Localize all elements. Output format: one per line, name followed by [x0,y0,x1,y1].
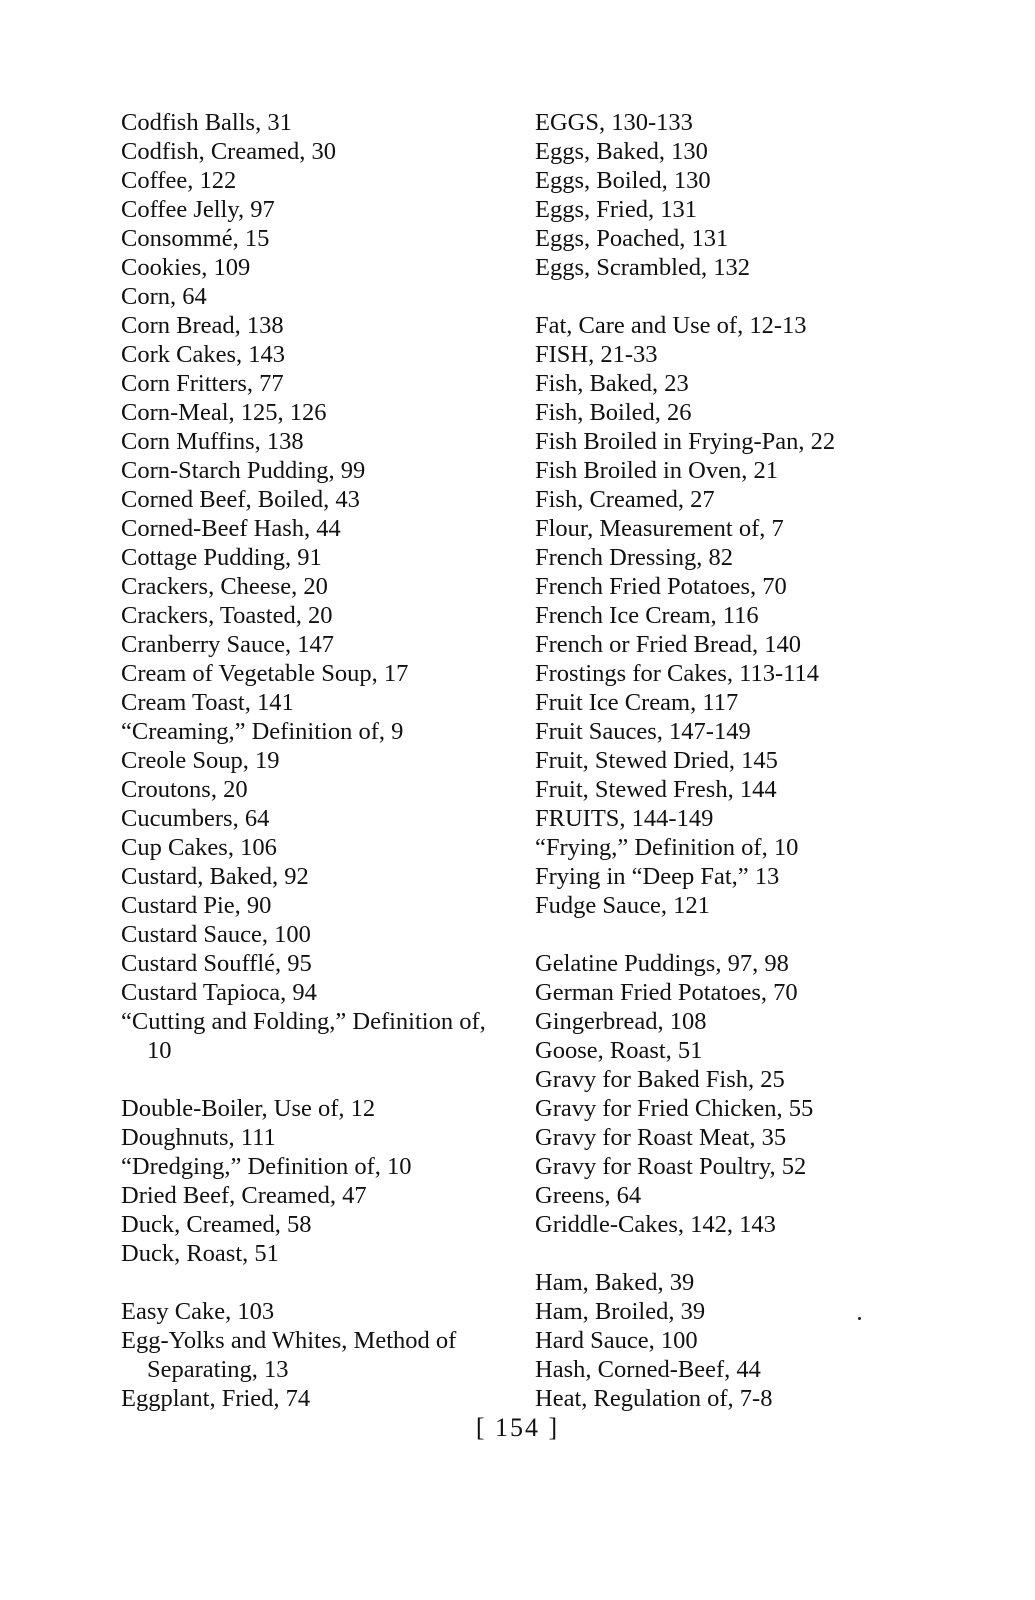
index-entry: Cookies, 109 [121,254,251,281]
index-entry: French Fried Potatoes, 70 [535,573,787,600]
index-entry: “Frying,” Definition of, 10 [535,834,799,861]
index-column-right [535,108,1015,1413]
section-gap [121,1065,506,1094]
index-entry: Crackers, Toasted, 20 [121,602,333,629]
index-entry: Ham, Baked, 39 [535,1269,695,1296]
index-entry: Fruit, Stewed Fresh, 144 [535,776,777,803]
index-entry: Fruit Sauces, 147-149 [535,718,751,745]
index-entry: Gravy for Roast Meat, 35 [535,1124,787,1151]
index-entry: Eggs, Baked, 130 [535,138,708,165]
section-gap [535,920,1015,949]
index-entry: Codfish Balls, 31 [121,109,292,136]
index-entry: Frostings for Cakes, 113-114 [535,660,819,687]
index-entry: Goose, Roast, 51 [535,1037,703,1064]
index-entry: “Cutting and Folding,” Definition of, 10 [121,1008,486,1064]
index-entry: Corn Bread, 138 [121,312,284,339]
index-entry: Corned-Beef Hash, 44 [121,515,341,542]
index-entry: Eggs, Fried, 131 [535,196,697,223]
index-entry: Corn-Starch Pudding, 99 [121,457,366,484]
index-entry: Corn Muffins, 138 [121,428,304,455]
index-entry: Fruit Ice Cream, 117 [535,689,739,716]
index-entry: Fish Broiled in Oven, 21 [535,457,778,484]
index-entry: Custard Tapioca, 94 [121,979,317,1006]
index-entry: Custard Soufflé, 95 [121,950,312,977]
index-entry: Eggplant, Fried, 74 [121,1385,311,1412]
section-gap [535,282,1015,311]
index-entry: Double-Boiler, Use of, 12 [121,1095,376,1122]
index-entry: Fish Broiled in Frying-Pan, 22 [535,428,836,455]
index-entry: EGGS, 130-133 [535,109,693,136]
index-entry: Eggs, Poached, 131 [535,225,729,252]
index-entry: Cranberry Sauce, 147 [121,631,334,658]
index-entry: Custard, Baked, 92 [121,863,309,890]
index-entry: Ham, Broiled, 39 [535,1298,706,1325]
index-entry: Cream Toast, 141 [121,689,294,716]
index-entry: Eggs, Boiled, 130 [535,167,711,194]
index-entry: Gingerbread, 108 [535,1008,707,1035]
index-entry: Griddle-Cakes, 142, 143 [535,1211,776,1238]
index-entry: Gravy for Roast Poultry, 52 [535,1153,807,1180]
index-entry: Fudge Sauce, 121 [535,892,710,919]
index-entry: Creole Soup, 19 [121,747,280,774]
index-entry: Fish, Baked, 23 [535,370,689,397]
index-entry: French Dressing, 82 [535,544,734,571]
index-entry: Hash, Corned-Beef, 44 [535,1356,761,1383]
index-entry: FRUITS, 144-149 [535,805,714,832]
index-entry: Fish, Boiled, 26 [535,399,692,426]
index-entry: Corn-Meal, 125, 126 [121,399,327,426]
index-entry: Eggs, Scrambled, 132 [535,254,751,281]
index-column-left [121,108,506,1413]
index-entry: “Creaming,” Definition of, 9 [121,718,404,745]
index-entry: Coffee Jelly, 97 [121,196,275,223]
index-entry: FISH, 21-33 [535,341,658,368]
index-entry: Coffee, 122 [121,167,237,194]
stray-ink-dot [858,1317,861,1320]
index-entry: Heat, Regulation of, 7-8 [535,1385,773,1412]
index-entry: Egg-Yolks and Whites, Method of Separating, 13 [121,1327,457,1383]
index-entry: Flour, Measurement of, 7 [535,515,784,542]
index-entry: Consommé, 15 [121,225,270,252]
index-entry: Cup Cakes, 106 [121,834,277,861]
index-entry: Duck, Creamed, 58 [121,1211,312,1238]
index-entry: “Dredging,” Definition of, 10 [121,1153,412,1180]
index-entry: Custard Sauce, 100 [121,921,311,948]
index-entry: Duck, Roast, 51 [121,1240,279,1267]
index-entry: German Fried Potatoes, 70 [535,979,798,1006]
index-entry: Corned Beef, Boiled, 43 [121,486,360,513]
index-entry: Gravy for Baked Fish, 25 [535,1066,785,1093]
index-entry: Frying in “Deep Fat,” 13 [535,863,780,890]
index-entry: Crackers, Cheese, 20 [121,573,328,600]
index-entry: Croutons, 20 [121,776,248,803]
index-entry: Fat, Care and Use of, 12-13 [535,312,807,339]
index-entry: Cottage Pudding, 91 [121,544,322,571]
index-entry: Dried Beef, Creamed, 47 [121,1182,367,1209]
index-entry: Hard Sauce, 100 [535,1327,698,1354]
index-entry: Doughnuts, 111 [121,1124,276,1151]
index-entry: Cream of Vegetable Soup, 17 [121,660,409,687]
index-entry: Fruit, Stewed Dried, 145 [535,747,778,774]
index-entry: Cork Cakes, 143 [121,341,285,368]
index-entry: Easy Cake, 103 [121,1298,275,1325]
index-entry: Corn Fritters, 77 [121,370,284,397]
index-entry: French or Fried Bread, 140 [535,631,802,658]
index-entry: Custard Pie, 90 [121,892,272,919]
index-entry: Fish, Creamed, 27 [535,486,715,513]
section-gap [121,1268,506,1297]
index-entry: Corn, 64 [121,283,207,310]
index-entry: French Ice Cream, 116 [535,602,759,629]
index-entry: Gravy for Fried Chicken, 55 [535,1095,814,1122]
index-entry: Gelatine Puddings, 97, 98 [535,950,789,977]
index-entry: Cucumbers, 64 [121,805,270,832]
section-gap [535,1239,1015,1268]
index-entry: Codfish, Creamed, 30 [121,138,337,165]
index-entry: Greens, 64 [535,1182,642,1209]
page-number: [ 154 ] [475,1413,560,1442]
